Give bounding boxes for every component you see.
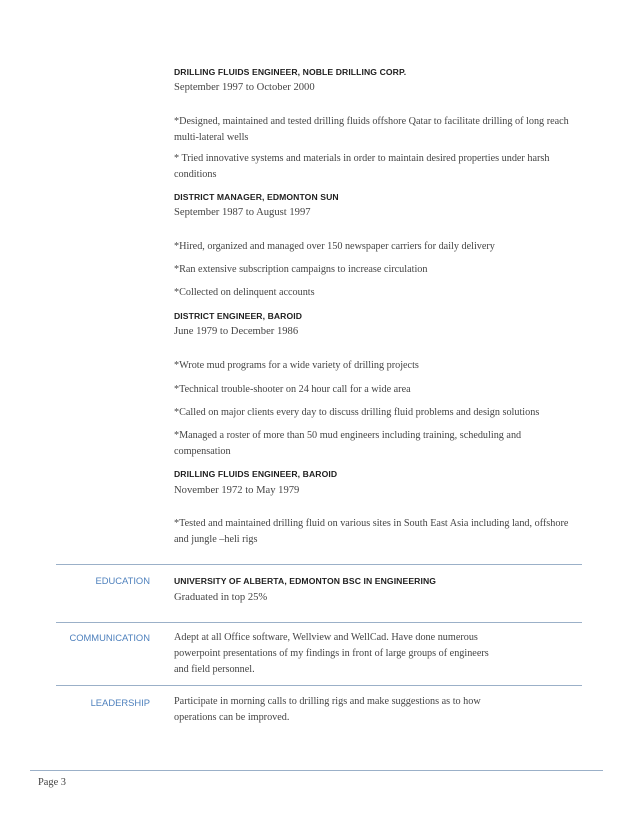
education-detail: Graduated in top 25%	[174, 592, 268, 603]
job-3-bullet-2: *Technical trouble-shooter on 24 hour call for a wide area	[174, 384, 411, 395]
job-3-bullet-3: *Called on major clients every day to discuss drilling fluid problems and design solutions	[174, 407, 540, 418]
communication-label: COMMUNICATION	[69, 632, 150, 643]
job-3-bullet-4: *Managed a roster of more than 50 mud engineers including training, scheduling and compensation	[174, 430, 522, 457]
job-4-dates: November 1972 to May 1979	[174, 485, 300, 496]
job-1-bullet-1: *Designed, maintained and tested drilling fluids offshore Qatar to facilitate drilling of long reach multi-lateral wells	[174, 116, 569, 143]
job-2-bullet-1: *Hired, organized and managed over 150 newspaper carriers for daily delivery	[174, 241, 495, 252]
leadership-text: Participate in morning calls to drilling rigs and make suggestions as to how operations can be improved.	[174, 696, 481, 723]
job-2-heading: DISTRICT MANAGER, EDMONTON SUN	[174, 192, 339, 202]
job-3-dates: June 1979 to December 1986	[174, 326, 299, 337]
job-2-bullet-3: *Collected on delinquent accounts	[174, 287, 315, 298]
job-1-bullet-2: * Tried innovative systems and materials in order to maintain desired properties under harsh conditions	[174, 153, 550, 180]
job-4-bullet-1: *Tested and maintained drilling fluid on various sites in South East Asia including land, offshore and jungle –heli rigs	[174, 518, 569, 545]
footer-divider	[30, 770, 603, 771]
leadership-label: LEADERSHIP	[90, 697, 150, 708]
job-4-heading: DRILLING FLUIDS ENGINEER, BAROID	[174, 469, 338, 479]
job-1-dates: September 1997 to October 2000	[174, 82, 315, 93]
page-number: Page 3	[38, 777, 66, 788]
education-divider	[56, 564, 582, 565]
communication-text: Adept at all Office software, Wellview and WellCad. Have done numerous powerpoint presentations of my findings in front of large groups of engineers and field personnel.	[174, 632, 489, 675]
education-label: EDUCATION	[95, 575, 150, 586]
job-3-bullet-1: *Wrote mud programs for a wide variety of drilling projects	[174, 360, 419, 371]
job-3-heading: DISTRICT ENGINEER, BAROID	[174, 311, 303, 321]
communication-divider	[56, 622, 582, 623]
leadership-divider	[56, 685, 582, 686]
job-2-dates: September 1987 to August 1997	[174, 207, 311, 218]
job-1-heading: DRILLING FLUIDS ENGINEER, NOBLE DRILLING CORP.	[174, 67, 407, 77]
education-heading: UNIVERSITY OF ALBERTA, EDMONTON BSC IN ENGINEERING	[174, 576, 437, 586]
job-2-bullet-2: *Ran extensive subscription campaigns to increase circulation	[174, 264, 428, 275]
